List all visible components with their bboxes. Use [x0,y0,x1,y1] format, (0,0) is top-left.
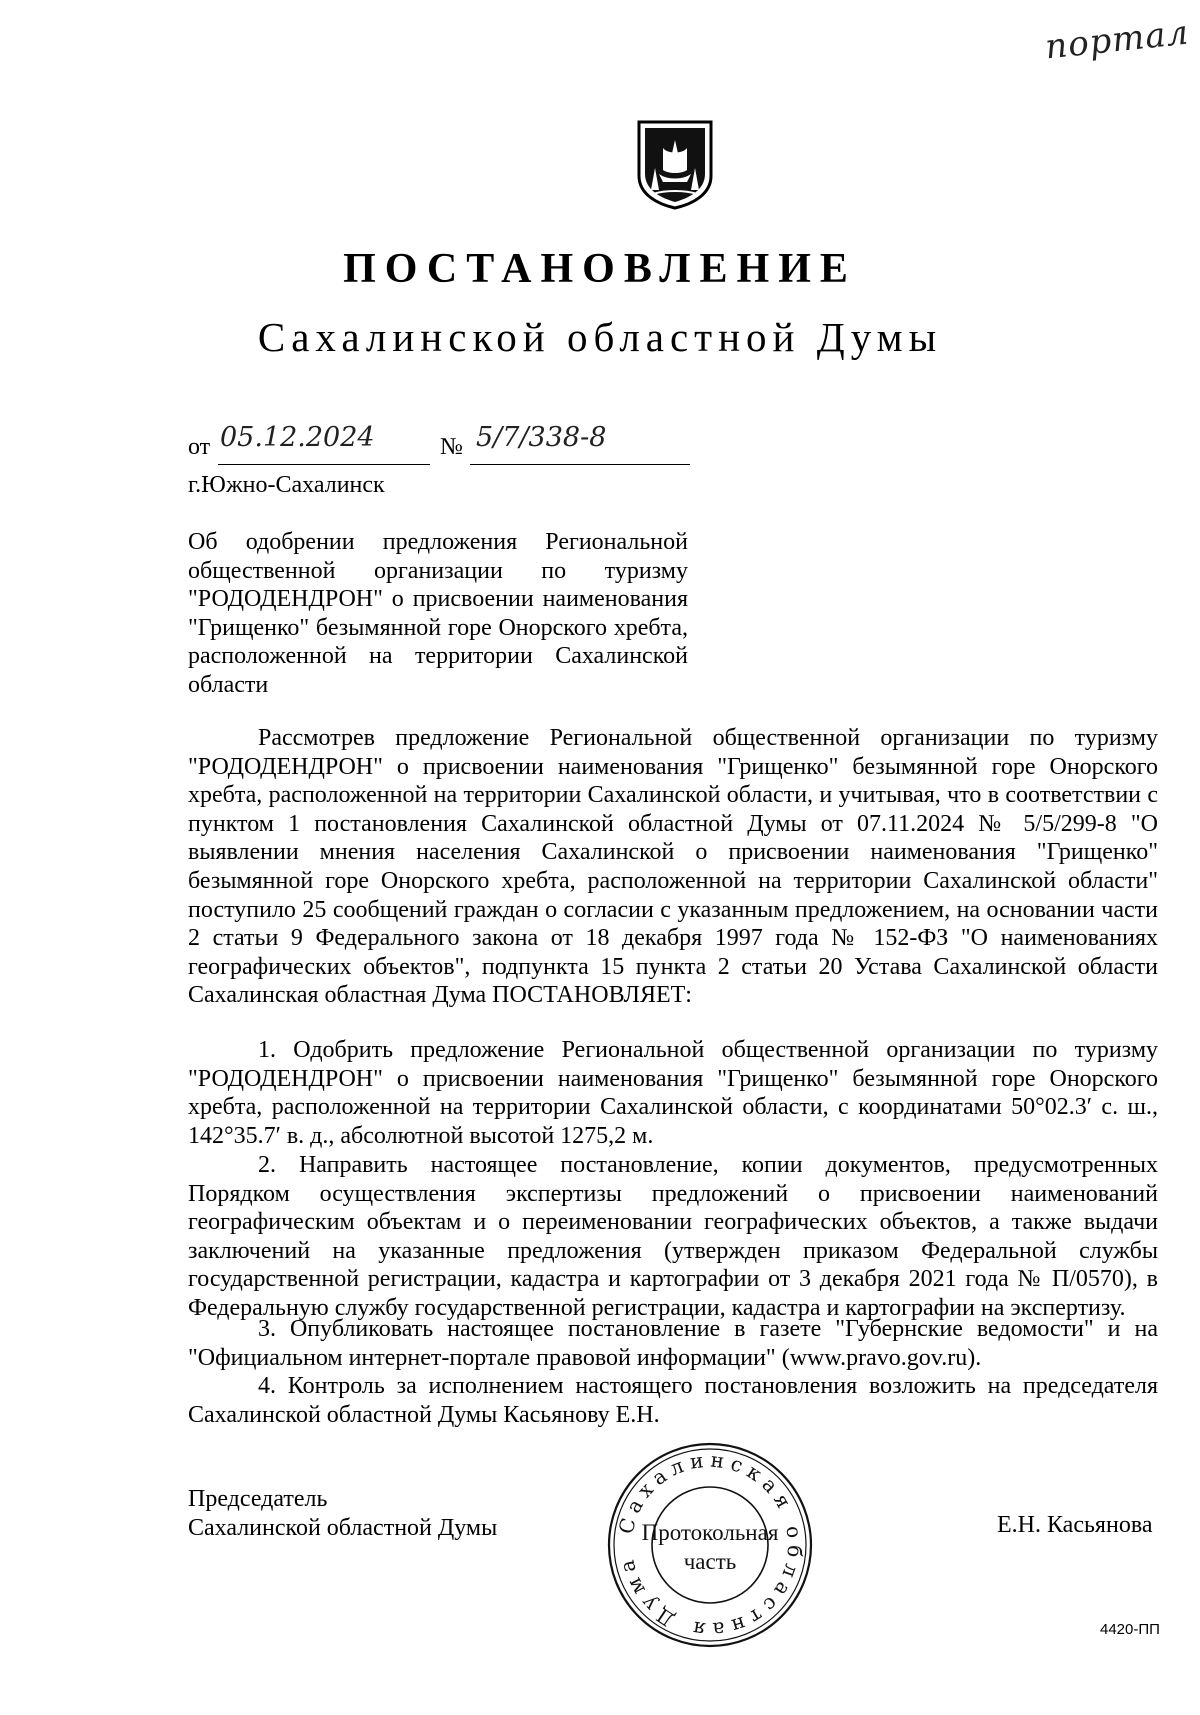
position-line-1: Председатель [188,1486,328,1512]
date-label: от [188,434,211,460]
date-underline [218,464,430,465]
item-text: 4. Контроль за исполнением настоящего постановления возложить на председателя Сахалинской областной Думы Касьянову Е.Н. [188,1373,1158,1428]
date-number-row [188,422,708,466]
item-text: 2. Направить настоящее постановление, копии документов, предусмотренных Порядком осуществления экспертизы предложений о присвоении наименований географическим объектам и о переименовании географических объектов, а также выдачи заключений на указанные предложения (утвержден приказом Федеральной службы государственной регистрации, кадастра и картографии от 3 декабря 2021 года № П/0570), в Федеральную службу государственной регистрации, кадастра и картографии на экспертизу. [188,1152,1158,1321]
number-value: 5/7/338-8 [476,422,607,453]
document-title: ПОСТАНОВЛЕНИЕ [343,246,857,292]
item-text: 1. Одобрить предложение Региональной общественной организации по туризму "РОДОДЕНДРОН" о присвоении наименования "Грищенко" безымянной горе Онорского хребта, расположенной на территории Сахалинской области, с координатами 50°02.3′ с. ш., 142°35.7′ в. д., абсолютной высотой 1275,2 м. [188,1037,1158,1149]
document-subtitle: Сахалинской областной Думы [257,314,943,360]
date-value: 05.12.2024 [220,422,375,453]
preamble-paragraph [188,724,1158,1010]
stamp-ring-text: Сахалинская областная Дума [613,1447,808,1643]
stamp-center-line-2: часть [683,1549,737,1574]
stamp-icon [605,1440,815,1650]
number-underline [470,464,690,465]
document-subject: Об одобрении предложения Региональной общественной организации по туризму "РОДОДЕНДРОН" о присвоении наименования "Грищенко" безымянной горе Онорского хребта, расположенной на территории Сахалинской области [188,529,688,698]
document-code: 4420-ПП [1100,1621,1160,1638]
number-label: № [440,434,463,460]
stamp-center-line-1: Протокольная [641,1520,779,1545]
item-text: 3. Опубликовать настоящее постановление в газете "Губернские ведомости" и на "Официальном интернет-портале правовой информации" (www.pravo.gov.ru). [188,1316,1158,1371]
list-item [188,1151,1158,1323]
list-item [188,1036,1158,1150]
position-line-2: Сахалинской областной Думы [188,1514,498,1541]
signatory-position [188,1485,497,1542]
list-item [188,1315,1158,1372]
city: г.Южно-Сахалинск [188,472,385,498]
list-item [188,1372,1158,1429]
signatory-name: Е.Н. Касьянова [997,1512,1153,1538]
handwritten-note: портал [1043,12,1191,68]
coat-of-arms-icon [633,118,717,210]
preamble-text: Рассмотрев предложение Региональной общественной организации по туризму "РОДОДЕНДРОН" о присвоении наименования "Грищенко" безымянной горе Онорского хребта, расположенной на территории Сахалинской области, и учитывая, что в соответствии с пунктом 1 постановления Сахалинской областной Думы от 07.11.2024 № 5/5/299-8 "О выявлении мнения населения Сахалинской о присвоении наименования "Грищенко" безымянной горе Онорского хребта, расположенной на территории Сахалинской области" поступило 25 сообщений граждан о согласии с указанным предложением, на основании части 2 статьи 9 Федерального закона от 18 декабря 1997 года № 152-ФЗ "О наименованиях географических объектов", подпункта 15 пункта 2 статьи 20 Устава Сахалинской области Сахалинская областная Дума ПОСТАНОВЛЯЕТ: [188,725,1158,1009]
